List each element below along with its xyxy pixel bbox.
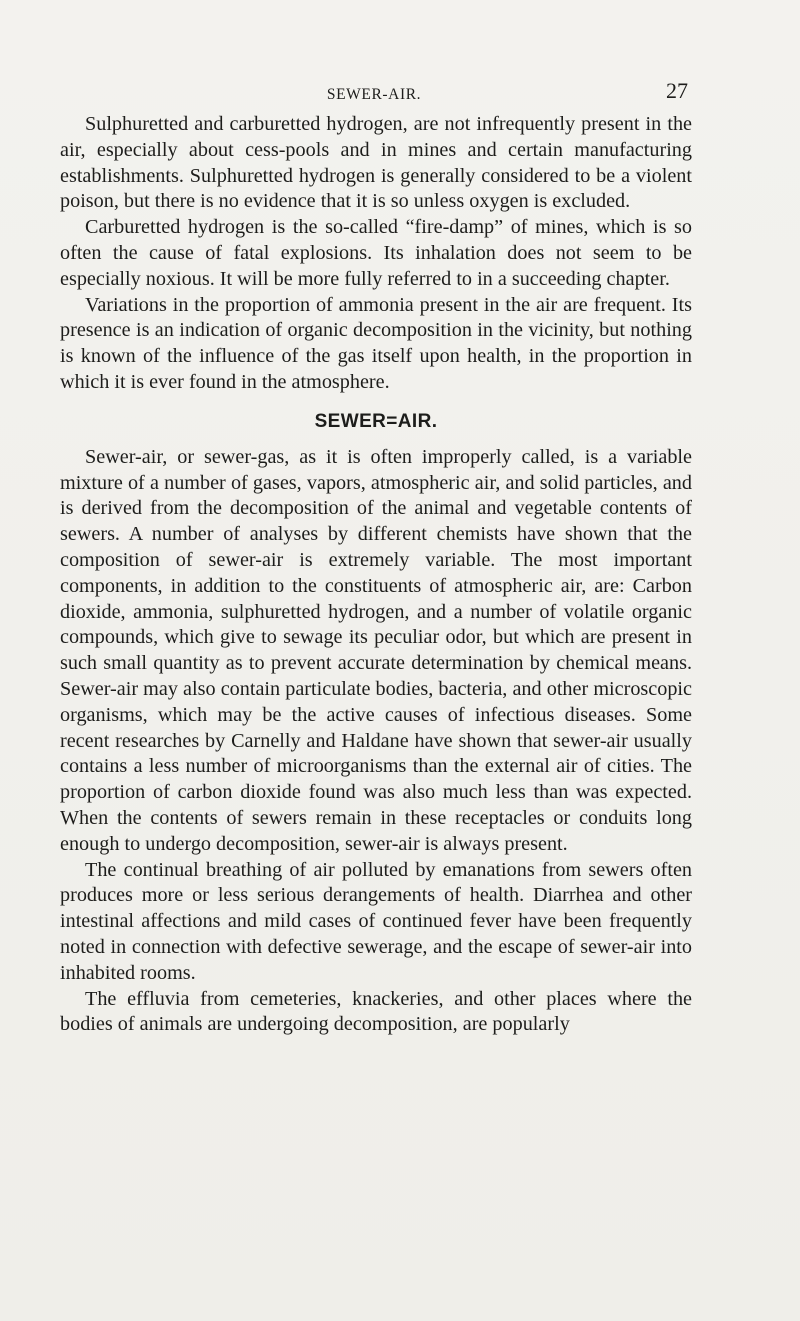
section-heading: SEWER=AIR. <box>314 410 438 432</box>
body-text <box>60 112 692 1038</box>
paragraph-health-effects: The continual breathing of air polluted by emanations from sewers often produces more or less serious derangements of health. Diarrhea and other intestinal affections and mild cases of continued fever have been frequently noted in connection with defective sewerage, and the escape of sewer-air into inhabited rooms. <box>60 858 692 984</box>
paragraph-sewer-air: Sewer-air, or sewer-gas, as it is often improperly called, is a variable mixture of a number of gases, vapors, atmospheric air, and solid particles, and is derived from the decomposition of the animal and vegetable contents of sewers. A number of analyses by different chemists have shown that the composition of sewer-air is extremely variable. The most important components, in addition to the constituents of atmospheric air, are: Carbon dioxide, ammonia, sulphuretted hydrogen, and a number of volatile organic compounds, which give to sewage its peculiar odor, but which are present in such small quantity as to prevent accurate determination by chemical means. Sewer-air may also contain particulate bodies, bacteria, and other microscopic organisms, which may be the active causes of infectious diseases. Some recent researches by Carnelly and Haldane have shown that sewer-air usually contains a less number of microorganisms than the external air of cities. The proportion of carbon dioxide found was also much less than was expected. When the contents of sewers remain in these receptacles or conduits long enough to undergo decomposition, sewer-air is always present. <box>60 445 692 855</box>
paragraph-ammonia: Variations in the proportion of ammonia present in the air are frequent. Its presence is an indication of organic decomposition in the vicinity, but nothing is known of the influence of the gas itself upon health, in the proportion in which it is ever found in the atmosphere. <box>60 293 692 393</box>
paragraph-carburetted-hydrogen: Carburetted hydrogen is the so-called “fire-damp” of mines, which is so often the cause of fatal explosions. Its inhalation does not seem to be especially noxious. It will be more fully referred to in a succeeding chapter. <box>60 216 692 290</box>
page-number: 27 <box>666 78 688 103</box>
running-head: SEWER-AIR. <box>326 86 422 103</box>
paragraph-effluvia: The effluvia from cemeteries, knackeries, and other places where the bodies of animals are undergoing decomposition, are popularly <box>60 987 692 1036</box>
paragraph-sulphuretted-hydrogen: Sulphuretted and carburetted hydrogen, are not infrequently present in the air, especially about cess-pools and in mines and certain manufacturing establishments. Sulphuretted hydrogen is generally considered to be a violent poison, but there is no evidence that it is so unless oxygen is excluded. <box>60 113 692 213</box>
page-header <box>60 78 688 110</box>
